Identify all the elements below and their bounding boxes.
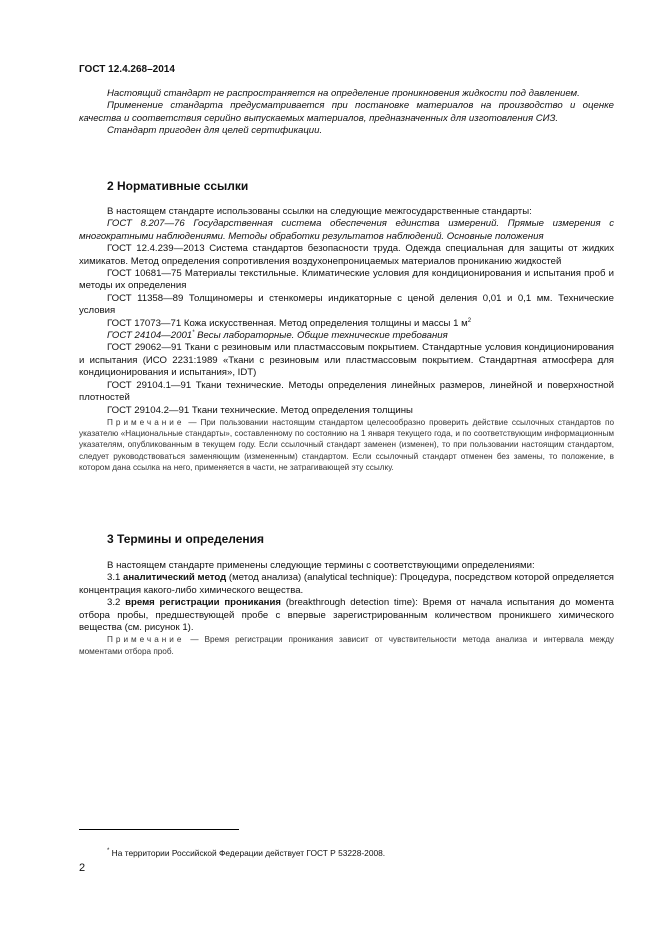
term-3-2 [79,597,614,634]
footnote-marker: * [192,329,195,336]
document-header: ГОСТ 12.4.268–2014 [79,64,175,75]
ref-gost-8-207: ГОСТ 8.207—76 Государственная система обеспечения единства измерений. Прямые измерения с многократными наблюдениями. Методы обработки результатов наблюдений. Основные положения [79,218,614,242]
note-text: — Время регистрации проникания зависит от чувствительности метода анализа и интервала между моментами отбора проб. [79,635,614,656]
ref-gost-11358: ГОСТ 11358—89 Толщиномеры и стенкомеры индикаторные с ценой деления 0,01 и 0,1 мм. Технические условия [79,292,614,317]
footnote [107,848,385,858]
section-2-lead: В настоящем стандарте использованы ссылки на следующие межгосударственные стандарты: [107,206,532,217]
note-label: Примечание [107,417,185,427]
section-2-body [79,206,614,473]
section-2-note [79,417,614,473]
term-3-1 [79,572,614,597]
intro-block [79,88,614,138]
term-3-1-term: аналитический метод [123,572,227,584]
note-text: — При пользовании настоящим стандартом целесообразно проверить действие ссылочных стандартов по указателю «Национальные стандарты», составленному по состоянию на 1 января текущего года, и по соответствующим информационным указателям, опубликованным в текущем году. Если ссылочный стандарт заменен (изменен), то при пользовании настоящим стандартом, следует руководствоваться заменяющим (измененным) стандартом. Если ссылочный стандарт отменен без замены, то положение, в котором дана ссылка на него, применяется в части, не затрагивающей эту ссылку. [79,417,614,472]
ref-gost-17073-text: ГОСТ 17073—71 Кожа искусственная. Метод определения толщины и массы 1 м [107,317,468,329]
page-number: 2 [79,862,86,874]
ref-gost-24104-code: ГОСТ 24104—2001 [107,330,193,342]
ref-gost-24104 [79,330,614,342]
term-3-1-definition: (метод анализа) (analytical technique): Процедура, посредством которой определяется концентрация какого-либо химического вещества. [79,572,614,596]
section-3-body [79,560,614,657]
term-3-2-term: время регистрации проникания [125,597,281,609]
intro-paragraph-3: Стандарт пригоден для целей сертификации. [107,125,323,137]
intro-paragraph-1: Настоящий стандарт не распространяется на определение проникновения жидкости под давлением. [107,88,580,99]
term-3-2-number: 3.2 [107,597,121,609]
ref-gost-17073 [79,318,614,330]
section-3-heading: 3 Термины и определения [107,532,265,546]
ref-gost-10681: ГОСТ 10681—75 Материалы текстильные. Климатические условия для кондиционирования и испытания проб и методы их определения [79,268,614,292]
term-3-1-number: 3.1 [107,572,121,584]
section-2-heading: 2 Нормативные ссылки [107,179,249,193]
ref-gost-29062: ГОСТ 29062—91 Ткани с резиновым или пластмассовым покрытием. Стандартные условия кондиционирования и испытания (ИСО 2231:1989 «Ткани с резиновым или пластмассовым покрытием. Стандартная атмосфера для кондиционирования и испытания», IDT) [79,342,614,379]
ref-gost-29104-1: ГОСТ 29104.1—91 Ткани технические. Методы определения линейных размеров, линейной и поверхностной плотностей [79,379,614,404]
term-3-2-definition: (breakthrough detection time): Время от начала испытания до момента отбора пробы, предшествующей пробе с впервые зарегистрированным количеством проникшего химического вещества (см. рисунок 1). [79,597,614,634]
note-label: Примечание [107,635,185,645]
square-superscript: 2 [467,317,472,324]
section-3-note [79,634,614,656]
footnote-text: На территории Российской Федерации действует ГОСТ Р 53228-2008. [111,848,386,858]
ref-gost-24104-title: Весы лабораторные. Общие технические требования [197,330,448,342]
footnote-divider [79,829,239,830]
intro-paragraph-2: Применение стандарта предусматривается при постановке материалов на производство и оценке качества и соответствия серийно выпускаемых материалов, предназначенных для изготовления СИЗ. [79,100,614,124]
ref-gost-12-4-239: ГОСТ 12.4.239—2013 Система стандартов безопасности труда. Одежда специальная для защиты от жидких химикатов. Метод определения сопротивления воздухонепроницаемых материалов прониканию жидкостей [79,243,614,267]
footnote-mark: * [107,848,110,855]
ref-gost-29104-2: ГОСТ 29104.2—91 Ткани технические. Метод определения толщины [107,404,413,416]
section-3-lead: В настоящем стандарте применены следующие термины с соответствующими определениями: [107,560,535,571]
